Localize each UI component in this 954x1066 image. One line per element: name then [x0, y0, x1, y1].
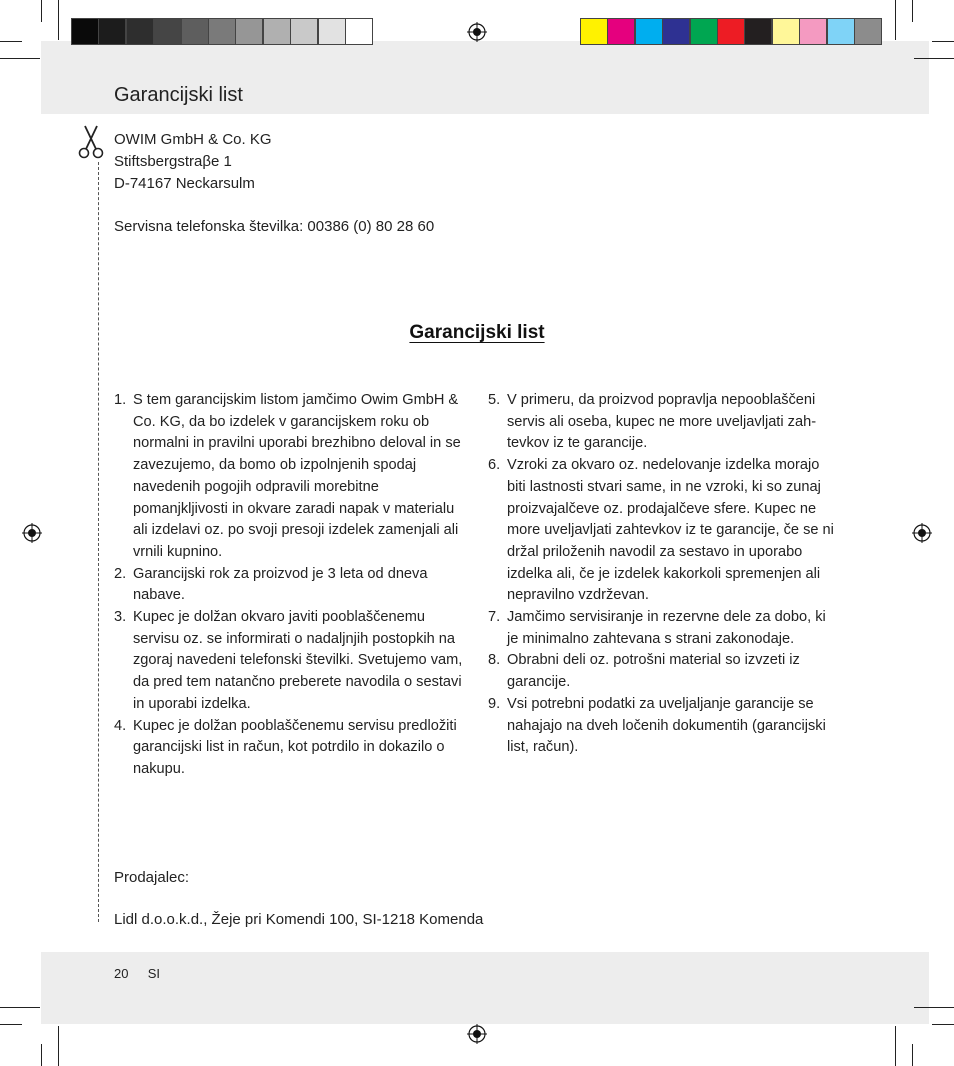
term-item — [114, 716, 466, 781]
term-item — [488, 390, 840, 455]
color-swatch — [153, 18, 181, 45]
color-swatch — [717, 18, 745, 45]
term-number: 3. — [114, 609, 127, 626]
company-city: D-74167 Neckarsulm — [114, 175, 255, 192]
color-swatch — [744, 18, 772, 45]
color-swatch — [690, 18, 718, 45]
seller-address: Lidl d.o.o.k.d., Žeje pri Komendi 100, SI-1218 Komenda — [114, 911, 484, 928]
service-phone: Servisna telefonska številka: 00386 (0) 80 28 60 — [114, 218, 435, 235]
term-text: Kupec je dolžan pooblaščenemu servisu predložiti garancijski list in račun, kot potrdilo in dokazilo o nakupu. — [133, 717, 457, 777]
color-swatch — [607, 18, 635, 45]
term-number: 1. — [114, 392, 127, 408]
color-swatch — [580, 18, 608, 45]
section-heading: Garancijski list — [409, 322, 545, 343]
scissors-icon — [77, 124, 105, 160]
page-number: 20 — [114, 966, 129, 981]
color-swatch — [827, 18, 855, 45]
color-swatch — [98, 18, 126, 45]
term-number: 2. — [114, 565, 127, 582]
language-code: SI — [147, 966, 161, 981]
company-street: Stiftsbergstraβe 1 — [114, 153, 232, 170]
term-number: 6. — [488, 457, 501, 474]
term-item — [488, 694, 840, 759]
cut-line — [98, 162, 99, 922]
term-text: Vsi potrebni podatki za uveljaljanje garancije se nahajajo na dveh ločenih dokumentih (garancijski list, račun). — [507, 695, 826, 756]
term-number: 7. — [488, 609, 501, 626]
term-number: 5. — [488, 392, 501, 408]
color-swatch — [71, 18, 99, 45]
term-item — [488, 607, 840, 650]
registration-mark-icon — [467, 1024, 487, 1044]
terms-left-column — [114, 390, 466, 781]
color-swatch — [772, 18, 800, 45]
color-swatch — [799, 18, 827, 45]
color-swatch — [290, 18, 318, 45]
seller-label: Prodajalec: — [114, 869, 190, 886]
term-text: Jamčimo servisiranje in rezervne dele za dobo, ki je minimalno zahtevana s strani zakonodaje. — [507, 609, 826, 647]
term-number: 4. — [114, 717, 127, 734]
term-text: Obrabni deli oz. potrošni material so izvzeti iz garancije. — [507, 652, 800, 691]
color-swatch — [126, 18, 154, 45]
term-number: 9. — [488, 695, 501, 712]
color-swatch — [635, 18, 663, 45]
color-swatch — [854, 18, 882, 45]
term-number: 8. — [488, 652, 501, 669]
color-swatch — [318, 18, 346, 45]
registration-mark-icon — [467, 22, 487, 42]
page-title: Garancijski list — [114, 84, 243, 106]
color-swatch — [208, 18, 236, 45]
company-block — [114, 129, 272, 195]
term-item — [488, 455, 840, 607]
color-swatch — [345, 18, 373, 45]
page-footer — [114, 966, 160, 981]
color-swatch — [235, 18, 263, 45]
term-item — [114, 607, 466, 716]
registration-mark-icon — [22, 523, 42, 543]
term-item — [114, 564, 466, 607]
term-text: V primeru, da proizvod popravlja nepooblaščeni servis ali oseba, kupec ne more uveljavljati zah-tevkov iz te garancije. — [507, 392, 817, 452]
term-item — [488, 650, 840, 693]
color-swatch — [263, 18, 291, 45]
company-name: OWIM GmbH & Co. KG — [114, 131, 272, 148]
term-item — [114, 390, 466, 564]
term-text: Kupec je dolžan okvaro javiti pooblaščenemu servisu oz. se informirati o nadaljnjih postopkih na zgoraj navedeni telefonski številki. Svetujemo vam, da pred tem natančno preberete navodila o sestavi in uporabi izdelka. — [133, 609, 463, 712]
term-text: Vzroki za okvaro oz. nedelovanje izdelka morajo biti lastnosti stvari same, in ne vzroki, ki so zunaj proizvajalčeve oz. prodajalčeve sfere. Kupec ne more uveljavljati zahtevkov iz te garancije, če se ni držal priloženih navodil za sestavo in uporabo izdelka ali, če je izdelek kakorkoli spremenjen ali nepravilno vzdrževan. — [507, 457, 834, 604]
term-text: S tem garancijskim listom jamčimo Owim GmbH & Co. KG, da bo izdelek v garancijskem roku ob normalni in pravilni uporabi brezhibno deloval in se zavezujemo, da bomo ob izpolnjenih spodaj navedenih pogojih odpravili morebitne pomanjkljivosti in okvare zaradi napak v materialu ali izdelavi oz. po svoji presoji izdelek zamenjali ali vrnili kupnino. — [133, 392, 461, 560]
registration-mark-icon — [912, 523, 932, 543]
term-text: Garancijski rok za proizvod je 3 leta od dneva nabave. — [133, 565, 428, 604]
color-swatch — [181, 18, 209, 45]
color-swatch — [662, 18, 690, 45]
footer-band — [41, 952, 929, 1024]
terms-right-column — [488, 390, 840, 759]
